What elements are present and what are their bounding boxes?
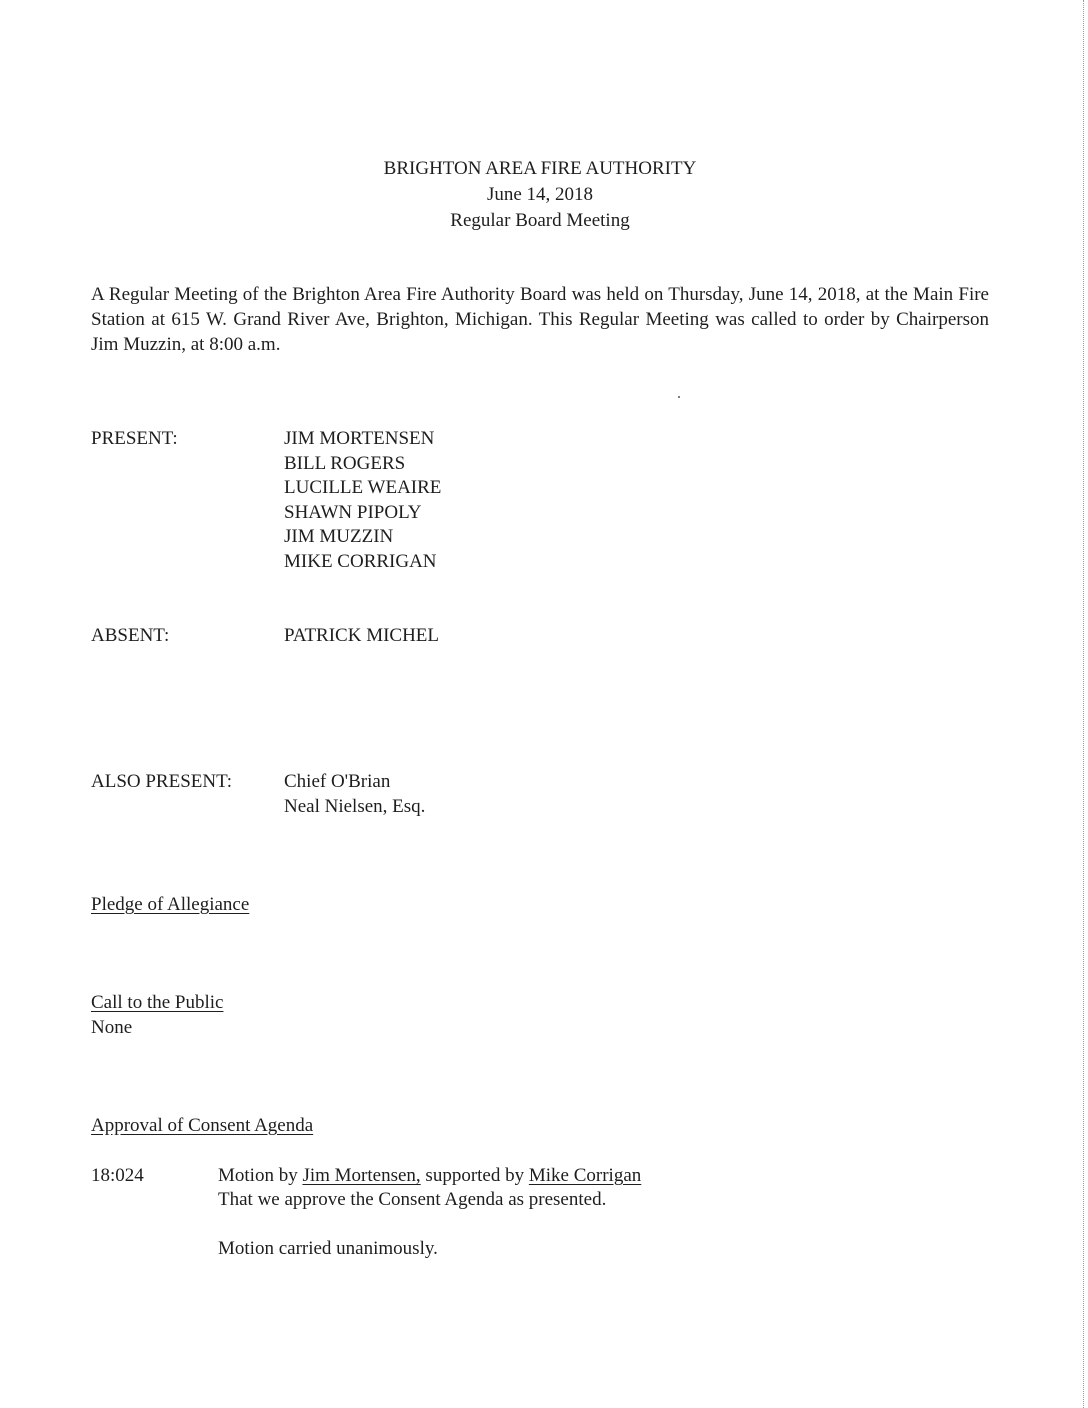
present-label: PRESENT:	[91, 428, 178, 449]
present-list	[284, 427, 441, 575]
intro-paragraph: A Regular Meeting of the Brighton Area Fire Authority Board was held on Thursday, June 14, 2018, at the Main Fire Station at 615 W. Grand River Ave, Brighton, Michigan. This Regular Meeting was called to order by Chairperson Jim Muzzin, at 8:00 a.m.	[91, 284, 989, 355]
absent-list	[284, 624, 439, 649]
attendee-name: JIM MUZZIN	[284, 526, 394, 548]
motion-result: Motion carried unanimously.	[218, 1238, 438, 1259]
call-to-public-heading: Call to the Public	[91, 992, 224, 1013]
motion-prefix: Motion by	[218, 1165, 303, 1186]
scan-speck	[678, 396, 680, 398]
motion-middle: supported by	[420, 1165, 529, 1186]
attendee-name: BILL ROGERS	[284, 452, 406, 474]
attendee-name: MIKE CORRIGAN	[284, 550, 437, 572]
pledge-heading: Pledge of Allegiance	[91, 894, 250, 915]
also-present-name: Chief O'Brian	[284, 771, 391, 792]
also-present-list	[284, 770, 425, 819]
motion-line	[218, 1164, 641, 1188]
meeting-date: June 14, 2018	[486, 184, 594, 205]
motion-number: 18:024	[91, 1165, 144, 1186]
call-to-public-body: None	[91, 1017, 133, 1038]
document-header	[0, 157, 1080, 235]
organization-name: BRIGHTON AREA FIRE AUTHORITY	[383, 158, 697, 179]
motion-text: That we approve the Consent Agenda as presented.	[218, 1189, 607, 1210]
attendee-name: SHAWN PIPOLY	[284, 501, 422, 523]
absent-label: ABSENT:	[91, 625, 170, 646]
attendee-name: JIM MORTENSEN	[284, 428, 435, 449]
also-present-label: ALSO PRESENT:	[91, 771, 233, 792]
consent-agenda-heading: Approval of Consent Agenda	[91, 1115, 314, 1136]
also-present-name: Neal Nielsen, Esq.	[284, 795, 426, 817]
motion-supporter: Mike Corrigan	[528, 1165, 642, 1186]
meeting-type: Regular Board Meeting	[450, 210, 630, 231]
motion-mover: Jim Mortensen,	[302, 1165, 421, 1186]
attendee-name: LUCILLE WEAIRE	[284, 477, 442, 499]
absentee-name: PATRICK MICHEL	[284, 625, 440, 646]
page-scan-edge	[1083, 0, 1084, 1408]
